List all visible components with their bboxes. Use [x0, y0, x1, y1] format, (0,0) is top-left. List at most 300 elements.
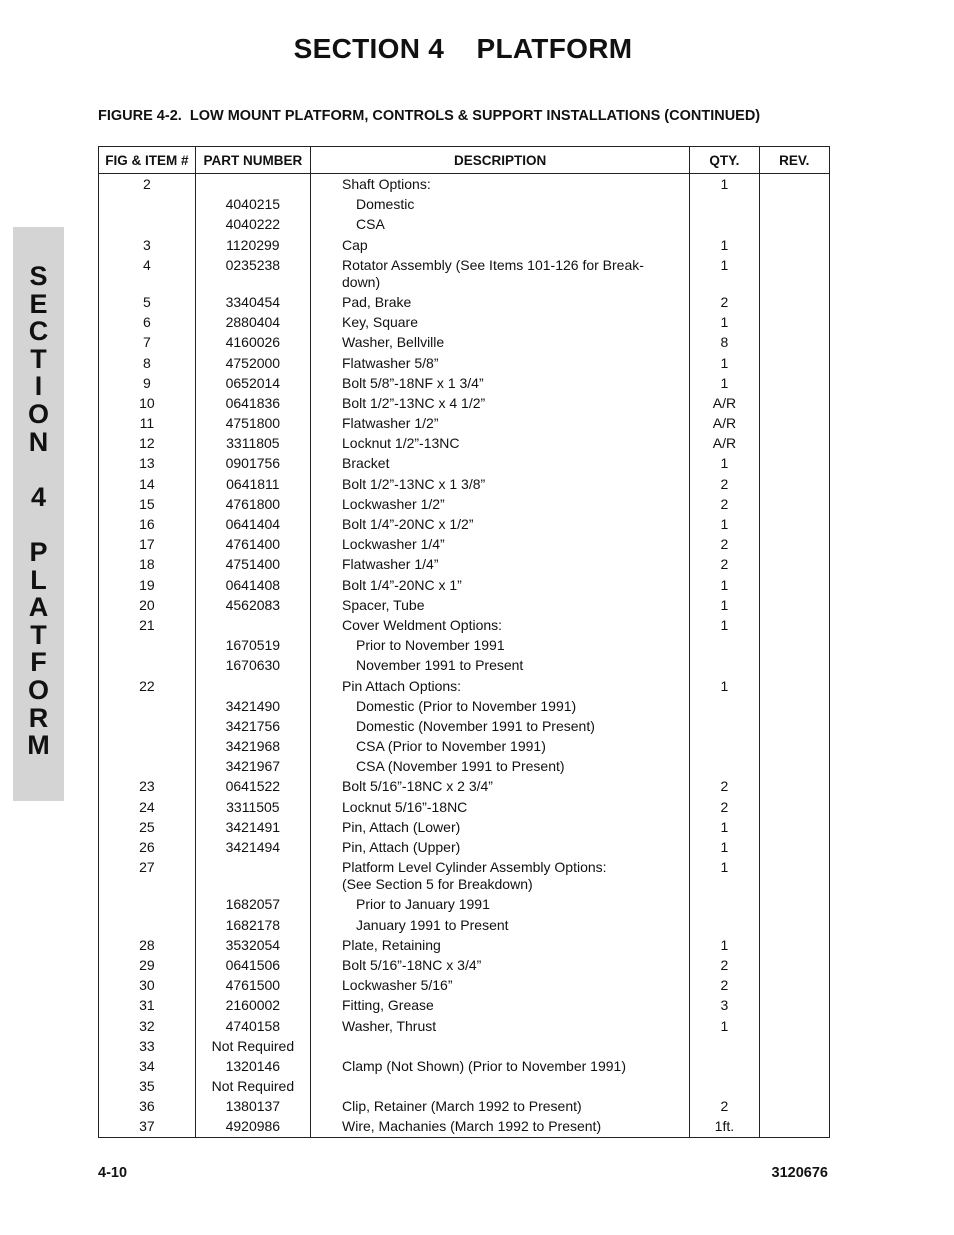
fig-item-cell: 13 — [99, 454, 196, 474]
fig-item-cell — [99, 636, 196, 656]
part-number-cell: 4761800 — [195, 494, 310, 514]
description-cell — [311, 817, 690, 837]
qty-cell — [690, 1056, 759, 1076]
table-row — [99, 777, 830, 797]
table-row — [99, 333, 830, 353]
table-row — [99, 535, 830, 555]
fig-item-cell: 18 — [99, 555, 196, 575]
description-cell — [311, 333, 690, 353]
rev-cell — [759, 777, 829, 797]
part-number-cell: 2160002 — [195, 996, 310, 1016]
fig-item-cell: 15 — [99, 494, 196, 514]
qty-cell: 1 — [690, 817, 759, 837]
table-row — [99, 195, 830, 215]
table-row — [99, 817, 830, 837]
part-number-cell: 0641836 — [195, 393, 310, 413]
rev-cell — [759, 454, 829, 474]
part-number-cell: 4562083 — [195, 595, 310, 615]
rev-cell — [759, 333, 829, 353]
table-row — [99, 235, 830, 255]
part-number-cell: 3532054 — [195, 935, 310, 955]
description-text: Bolt 1/4”-20NC x 1” — [342, 576, 462, 593]
description-cell — [311, 413, 690, 433]
rev-cell — [759, 636, 829, 656]
description-text: Pin, Attach (Upper) — [342, 839, 461, 855]
description-text: January 1991 to Present — [356, 916, 509, 933]
fig-item-cell — [99, 195, 196, 215]
part-number-cell: Not Required — [195, 1036, 310, 1056]
rev-cell — [759, 174, 829, 195]
col-description: DESCRIPTION — [311, 147, 690, 174]
rev-cell — [759, 858, 829, 895]
qty-cell: A/R — [690, 434, 759, 454]
qty-cell: 1 — [690, 676, 759, 696]
fig-item-cell: 20 — [99, 595, 196, 615]
table-row — [99, 215, 830, 235]
description-text: Bolt 5/8”-18NF x 1 3/4” — [342, 374, 484, 391]
rev-cell — [759, 736, 829, 756]
description-text: CSA (Prior to November 1991) — [356, 738, 546, 755]
table-header-row — [99, 147, 830, 174]
description-cell — [311, 1117, 690, 1138]
description-text: Washer, Thrust — [342, 1017, 437, 1034]
rev-cell — [759, 996, 829, 1016]
fig-item-cell: 17 — [99, 535, 196, 555]
fig-item-cell: 36 — [99, 1097, 196, 1117]
table-row — [99, 1056, 830, 1076]
rev-cell — [759, 474, 829, 494]
description-text: Cover Weldment Options: — [342, 616, 503, 633]
description-cell — [311, 292, 690, 312]
table-row — [99, 656, 830, 676]
table-row — [99, 454, 830, 474]
qty-cell — [690, 636, 759, 656]
rev-cell — [759, 555, 829, 575]
rev-cell — [759, 595, 829, 615]
fig-item-cell: 9 — [99, 373, 196, 393]
description-cell — [311, 393, 690, 413]
side-tab-letter: L — [30, 564, 47, 595]
rev-cell — [759, 1097, 829, 1117]
qty-cell: 2 — [690, 535, 759, 555]
fig-item-cell: 12 — [99, 434, 196, 454]
description-cell — [311, 736, 690, 756]
table-row — [99, 636, 830, 656]
part-number-cell: 1682178 — [195, 915, 310, 935]
part-number-cell: 4752000 — [195, 353, 310, 373]
table-row — [99, 736, 830, 756]
qty-cell: 1 — [690, 935, 759, 955]
fig-item-cell — [99, 215, 196, 235]
rev-cell — [759, 915, 829, 935]
part-number-cell: 3421967 — [195, 757, 310, 777]
description-cell — [311, 1097, 690, 1117]
fig-item-cell — [99, 757, 196, 777]
table-row — [99, 474, 830, 494]
qty-cell — [690, 1036, 759, 1056]
qty-cell: 2 — [690, 976, 759, 996]
rev-cell — [759, 817, 829, 837]
description-text: Pin, Attach (Lower) — [342, 818, 461, 835]
table-row — [99, 676, 830, 696]
side-tab-letter: M — [27, 730, 50, 761]
qty-cell: 2 — [690, 955, 759, 975]
table-row — [99, 353, 830, 373]
qty-cell: 1 — [690, 353, 759, 373]
description-cell — [311, 494, 690, 514]
qty-cell: 1 — [690, 575, 759, 595]
fig-item-cell: 24 — [99, 797, 196, 817]
part-number-cell — [195, 858, 310, 895]
description-text: Flatwasher 5/8” — [342, 354, 439, 371]
part-number-cell: 3421491 — [195, 817, 310, 837]
fig-item-cell — [99, 656, 196, 676]
part-number-cell: 4160026 — [195, 333, 310, 353]
table-row — [99, 615, 830, 635]
qty-cell — [690, 656, 759, 676]
qty-cell: 3 — [690, 996, 759, 1016]
part-number-cell: 2880404 — [195, 313, 310, 333]
table-row — [99, 434, 830, 454]
description-cell — [311, 595, 690, 615]
qty-cell — [690, 215, 759, 235]
description-text: Pad, Brake — [342, 293, 412, 310]
side-tab-letter: O — [27, 398, 49, 429]
fig-item-cell — [99, 696, 196, 716]
rev-cell — [759, 255, 829, 292]
rev-cell — [759, 353, 829, 373]
description-text: Domestic — [356, 196, 415, 213]
table-row — [99, 313, 830, 333]
qty-cell: 1 — [690, 1016, 759, 1036]
qty-cell: 2 — [690, 555, 759, 575]
fig-item-cell: 34 — [99, 1056, 196, 1076]
description-text: Fitting, Grease — [342, 997, 434, 1014]
description-cell — [311, 858, 690, 895]
description-text: Domestic (Prior to November 1991) — [356, 697, 577, 714]
document-number: 3120676 — [771, 1165, 828, 1181]
side-tab-letter: A — [28, 592, 49, 623]
qty-cell — [690, 736, 759, 756]
table-row — [99, 1076, 830, 1096]
description-cell — [311, 1016, 690, 1036]
rev-cell — [759, 195, 829, 215]
table-row — [99, 292, 830, 312]
side-tab-letter: F — [30, 647, 47, 678]
description-text: Domestic (November 1991 to Present) — [356, 717, 595, 734]
qty-cell: 2 — [690, 1097, 759, 1117]
rev-cell — [759, 292, 829, 312]
fig-item-cell: 2 — [99, 174, 196, 195]
description-cell — [311, 837, 690, 857]
description-cell — [311, 777, 690, 797]
table-row — [99, 996, 830, 1016]
qty-cell: 1 — [690, 235, 759, 255]
table-row — [99, 716, 830, 736]
part-number-cell — [195, 676, 310, 696]
table-row — [99, 1016, 830, 1036]
description-text: Prior to January 1991 — [356, 896, 490, 913]
description-cell — [311, 215, 690, 235]
rev-cell — [759, 656, 829, 676]
side-tab-letter: P — [29, 536, 48, 567]
description-cell — [311, 757, 690, 777]
table-row — [99, 575, 830, 595]
rev-cell — [759, 215, 829, 235]
description-text: Key, Square — [342, 314, 419, 331]
table-row — [99, 494, 830, 514]
description-text: Wire, Machanies (March 1992 to Present) — [342, 1118, 602, 1135]
description-text: Rotator Assembly (See Items 101-126 for Break- down) — [342, 256, 644, 290]
rev-cell — [759, 514, 829, 534]
rev-cell — [759, 895, 829, 915]
qty-cell: 2 — [690, 494, 759, 514]
rev-cell — [759, 1056, 829, 1076]
description-cell — [311, 935, 690, 955]
part-number-cell: 3421968 — [195, 736, 310, 756]
fig-item-cell: 4 — [99, 255, 196, 292]
description-cell — [311, 575, 690, 595]
table-row — [99, 915, 830, 935]
qty-cell: 1 — [690, 837, 759, 857]
part-number-cell: 0641811 — [195, 474, 310, 494]
table-row — [99, 595, 830, 615]
description-text: Flatwasher 1/2” — [342, 415, 439, 432]
fig-item-cell: 25 — [99, 817, 196, 837]
table-row — [99, 393, 830, 413]
rev-cell — [759, 797, 829, 817]
qty-cell: A/R — [690, 413, 759, 433]
qty-cell: 1 — [690, 514, 759, 534]
description-cell — [311, 615, 690, 635]
col-qty: QTY. — [690, 147, 759, 174]
fig-item-cell: 32 — [99, 1016, 196, 1036]
fig-item-cell: 28 — [99, 935, 196, 955]
side-tab-letter: 4 — [30, 481, 47, 512]
qty-cell: 1 — [690, 454, 759, 474]
qty-cell: 1 — [690, 615, 759, 635]
part-number-cell: 3340454 — [195, 292, 310, 312]
description-text: Clip, Retainer (March 1992 to Present) — [342, 1098, 582, 1115]
description-text: Lockwasher 1/2” — [342, 495, 445, 512]
side-tab-letter: N — [28, 426, 49, 457]
rev-cell — [759, 615, 829, 635]
rev-cell — [759, 1117, 829, 1138]
description-cell — [311, 454, 690, 474]
rev-cell — [759, 976, 829, 996]
qty-cell: 2 — [690, 777, 759, 797]
fig-item-cell: 27 — [99, 858, 196, 895]
fig-item-cell — [99, 895, 196, 915]
description-cell — [311, 976, 690, 996]
description-cell — [311, 895, 690, 915]
fig-item-cell: 8 — [99, 353, 196, 373]
rev-cell — [759, 413, 829, 433]
table-row — [99, 555, 830, 575]
part-number-cell: 3421490 — [195, 696, 310, 716]
description-text: Washer, Bellville — [342, 334, 445, 351]
rev-cell — [759, 1076, 829, 1096]
part-number-cell: 1320146 — [195, 1056, 310, 1076]
description-cell — [311, 797, 690, 817]
side-tab-letter: I — [34, 371, 43, 402]
table-row — [99, 174, 830, 195]
part-number-cell: 4740158 — [195, 1016, 310, 1036]
fig-item-cell: 19 — [99, 575, 196, 595]
part-number-cell: 4920986 — [195, 1117, 310, 1138]
fig-item-cell: 7 — [99, 333, 196, 353]
description-cell — [311, 955, 690, 975]
fig-item-cell: 14 — [99, 474, 196, 494]
part-number-cell: 0641408 — [195, 575, 310, 595]
part-number-cell — [195, 615, 310, 635]
description-text: Cap — [342, 236, 368, 253]
part-number-cell: Not Required — [195, 1076, 310, 1096]
qty-cell — [690, 195, 759, 215]
rev-cell — [759, 1036, 829, 1056]
table-row — [99, 255, 830, 292]
description-text: Plate, Retaining — [342, 936, 441, 953]
part-number-cell: 4040215 — [195, 195, 310, 215]
qty-cell: 2 — [690, 292, 759, 312]
table-row — [99, 514, 830, 534]
description-text: Spacer, Tube — [342, 596, 425, 613]
description-text: Pin Attach Options: — [342, 677, 462, 694]
side-tab-gap — [13, 456, 64, 484]
rev-cell — [759, 757, 829, 777]
table-row — [99, 1097, 830, 1117]
fig-item-cell: 3 — [99, 235, 196, 255]
table-row — [99, 757, 830, 777]
rev-cell — [759, 696, 829, 716]
section-title: SECTION 4 PLATFORM — [293, 33, 633, 64]
fig-item-cell: 22 — [99, 676, 196, 696]
description-text: Bolt 5/16”-18NC x 2 3/4” — [342, 778, 493, 795]
description-cell — [311, 474, 690, 494]
part-number-cell: 3311505 — [195, 797, 310, 817]
rev-cell — [759, 393, 829, 413]
table-row — [99, 935, 830, 955]
part-number-cell: 0652014 — [195, 373, 310, 393]
fig-item-cell: 37 — [99, 1117, 196, 1138]
fig-item-cell: 5 — [99, 292, 196, 312]
qty-cell: 1 — [690, 858, 759, 895]
table-row — [99, 955, 830, 975]
description-cell — [311, 514, 690, 534]
description-cell — [311, 174, 690, 195]
description-cell — [311, 696, 690, 716]
description-text: Bracket — [342, 455, 390, 472]
col-rev: REV. — [759, 147, 829, 174]
description-cell — [311, 353, 690, 373]
part-number-cell: 4040222 — [195, 215, 310, 235]
rev-cell — [759, 235, 829, 255]
qty-cell: 1 — [690, 255, 759, 292]
qty-cell: A/R — [690, 393, 759, 413]
rev-cell — [759, 373, 829, 393]
part-number-cell: 1682057 — [195, 895, 310, 915]
part-number-cell: 0641404 — [195, 514, 310, 534]
rev-cell — [759, 535, 829, 555]
table-row — [99, 837, 830, 857]
qty-cell: 2 — [690, 474, 759, 494]
description-text: Prior to November 1991 — [356, 637, 505, 654]
rev-cell — [759, 313, 829, 333]
fig-item-cell — [99, 915, 196, 935]
side-tab-letter: T — [30, 343, 47, 374]
part-number-cell: 3421494 — [195, 837, 310, 857]
section-side-tab — [13, 227, 64, 801]
description-text: Lockwasher 1/4” — [342, 536, 445, 553]
qty-cell: 1 — [690, 595, 759, 615]
qty-cell: 1 — [690, 313, 759, 333]
side-tab-letter: R — [28, 702, 49, 733]
description-cell — [311, 1076, 690, 1096]
fig-item-cell: 11 — [99, 413, 196, 433]
part-number-cell: 4751800 — [195, 413, 310, 433]
description-cell — [311, 915, 690, 935]
description-text: CSA — [356, 216, 385, 233]
qty-cell — [690, 696, 759, 716]
parts-table-body — [99, 174, 830, 1138]
qty-cell — [690, 895, 759, 915]
table-row — [99, 373, 830, 393]
description-cell — [311, 195, 690, 215]
description-cell — [311, 996, 690, 1016]
side-tab-letter: S — [29, 261, 48, 291]
col-part-number: PART NUMBER — [195, 147, 310, 174]
description-cell — [311, 373, 690, 393]
rev-cell — [759, 434, 829, 454]
description-text: November 1991 to Present — [356, 657, 524, 674]
description-text: Bolt 5/16”-18NC x 3/4” — [342, 956, 482, 973]
description-text: Bolt 1/4”-20NC x 1/2” — [342, 516, 474, 532]
side-tab-letter: O — [27, 674, 49, 705]
description-text: Flatwasher 1/4” — [342, 556, 439, 573]
side-tab-gap — [13, 511, 64, 539]
description-cell — [311, 676, 690, 696]
description-cell — [311, 716, 690, 736]
figure-title: FIGURE 4-2. LOW MOUNT PLATFORM, CONTROLS & SUPPORT INSTALLATIONS (CONTINUED) — [98, 108, 761, 124]
table-row — [99, 858, 830, 895]
qty-cell — [690, 757, 759, 777]
fig-item-cell: 30 — [99, 976, 196, 996]
table-row — [99, 976, 830, 996]
qty-cell — [690, 915, 759, 935]
description-text: Locknut 5/16”-18NC — [342, 798, 468, 815]
qty-cell — [690, 1076, 759, 1096]
side-tab-letter: T — [30, 619, 47, 650]
part-number-cell: 3311805 — [195, 434, 310, 454]
part-number-cell: 0641506 — [195, 955, 310, 975]
part-number-cell: 1380137 — [195, 1097, 310, 1117]
parts-table — [98, 146, 830, 1138]
fig-item-cell: 31 — [99, 996, 196, 1016]
description-cell — [311, 636, 690, 656]
part-number-cell: 0235238 — [195, 255, 310, 292]
rev-cell — [759, 1016, 829, 1036]
fig-item-cell: 35 — [99, 1076, 196, 1096]
description-cell — [311, 555, 690, 575]
description-text: CSA (November 1991 to Present) — [356, 758, 565, 775]
part-number-cell — [195, 174, 310, 195]
part-number-cell: 1670630 — [195, 656, 310, 676]
description-text: Lockwasher 5/16” — [342, 977, 453, 994]
fig-item-cell: 6 — [99, 313, 196, 333]
description-text: Bolt 1/2”-13NC x 1 3/8” — [342, 475, 486, 492]
fig-item-cell: 26 — [99, 837, 196, 857]
table-row — [99, 895, 830, 915]
